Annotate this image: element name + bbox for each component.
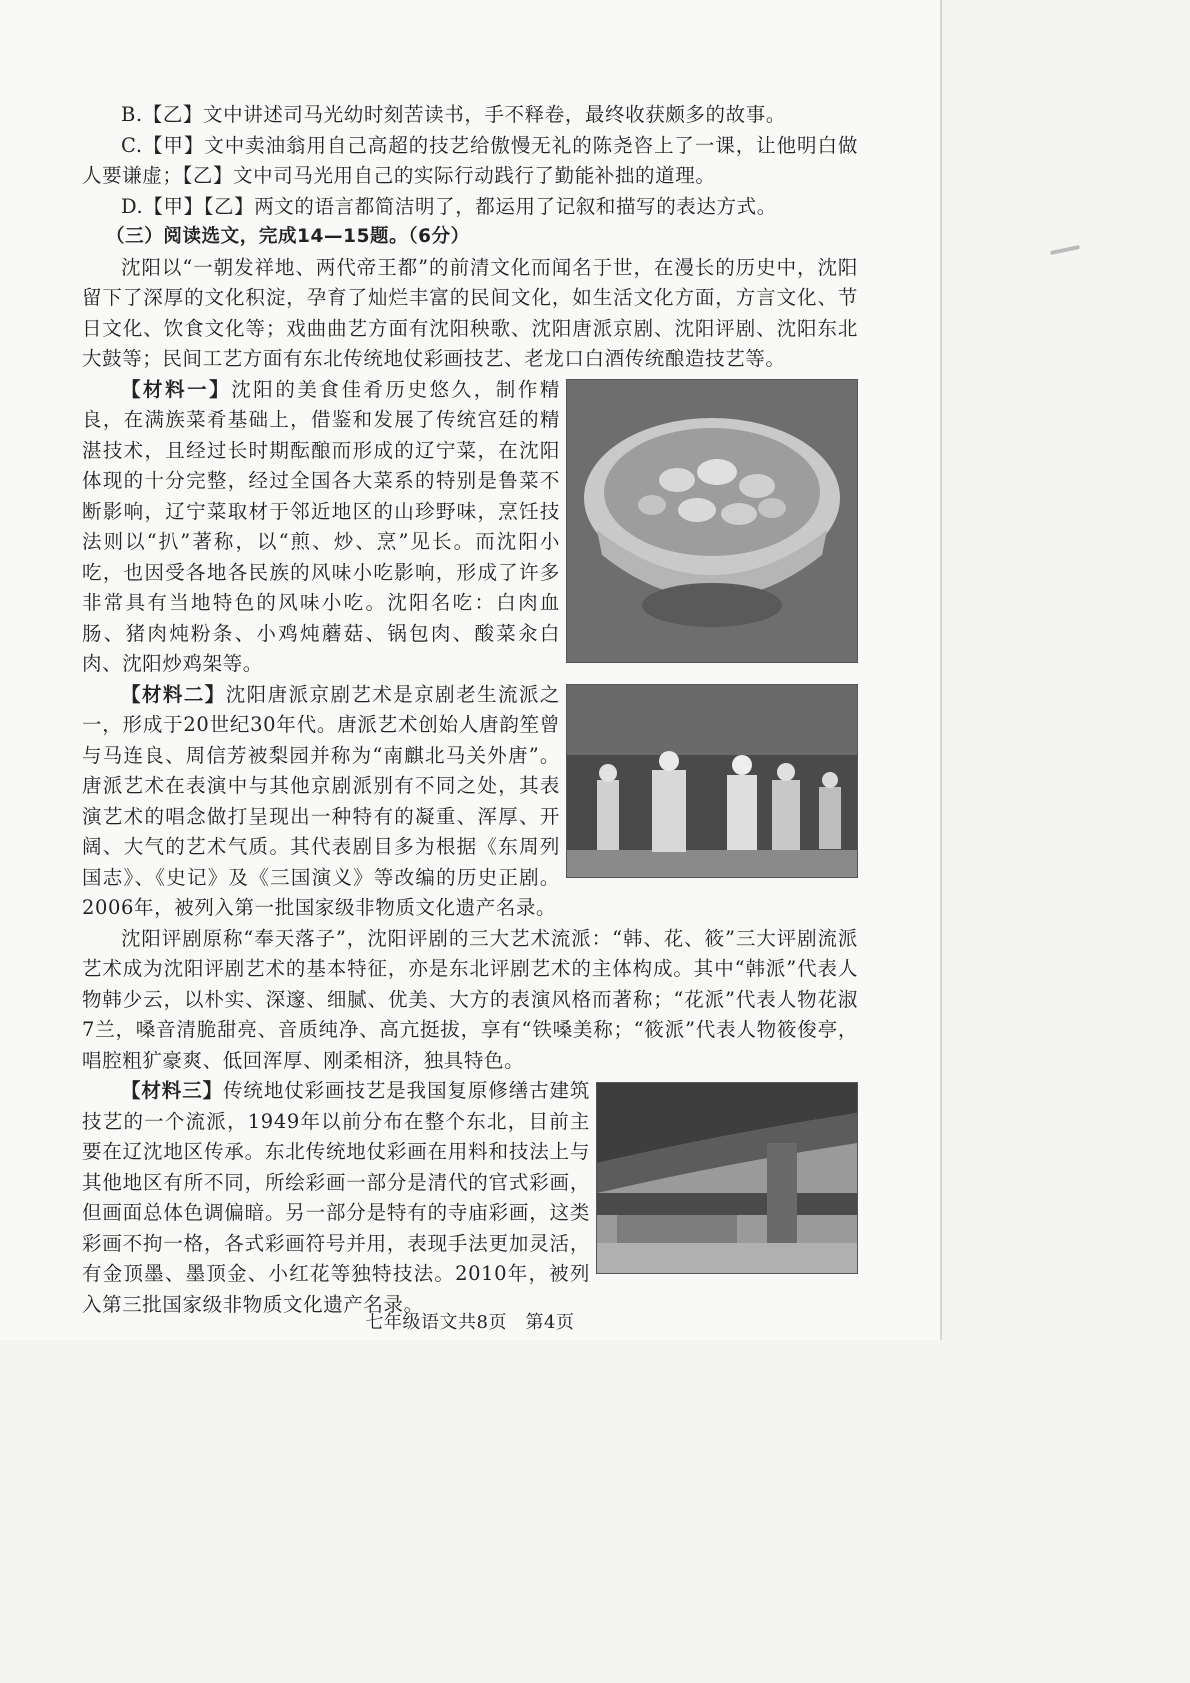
dish-photo xyxy=(566,379,858,663)
dish-illustration xyxy=(567,380,857,662)
section-intro: 沈阳以“一朝发祥地、两代帝王都”的前清文化而闻名于世，在漫长的历史中，沈阳留下了深厚的文化积淀，孕育了灿烂丰富的民间文化，如生活文化方面，方言文化、节日文化、饮食文化等；戏曲曲艺方面有沈阳秧歌、沈阳唐派京剧、沈阳评剧、沈阳东北大鼓等；民间工艺方面有东北传统地仗彩画技艺、老龙口白酒传统酿造技艺等。 xyxy=(82,255,858,370)
section-heading: （三）阅读选文，完成14—15题。（6分） xyxy=(106,226,470,247)
material-three-text: 传统地仗彩画技艺是我国复原修缮古建筑技艺的一个流派，1949年以前分布在整个东北，目前主要在辽沈地区传承。东北传统地仗彩画在用料和技法上与其他地区有所不同，所绘彩画一部分是清代的官式彩画，但画面总体色调偏暗。另一部分是特有的寺庙彩画，这类彩画不拘一格，各式彩画符号并用，表现手法更加灵活，有金顶墨、墨顶金、小红花等独特技法。2010年，被列入第三批国家级非物质文化遗产名录。 xyxy=(82,1079,590,1316)
option-b: B.【乙】文中讲述司马光幼时刻苦读书，手不释卷，最终收获颇多的故事。 xyxy=(121,103,786,126)
opera-photo xyxy=(566,684,858,878)
page-content xyxy=(82,100,858,1320)
material-two-block xyxy=(82,680,858,924)
pingju-paragraph: 沈阳评剧原称“奉天落子”，沈阳评剧的三大艺术流派：“韩、花、筱”三大评剧流派艺术成为沈阳评剧艺术的基本特征，亦是东北评剧艺术的主体构成。其中“韩派”代表人物韩少云，以朴实、深邃、细腻、优美、大方的表演风格而著称；“花派”代表人物花淑7兰，嗓音清脆甜亮、音质纯净、高亢挺拔，享有“铁嗓美称；“筱派”代表人物筱俊亭，唱腔粗犷豪爽、低回浑厚、刚柔相济，独具特色。 xyxy=(82,926,858,1072)
material-two-label: 【材料二】 xyxy=(121,682,226,706)
material-one-block xyxy=(82,375,858,680)
material-three-label: 【材料三】 xyxy=(121,1079,224,1102)
page-edge xyxy=(940,0,942,1340)
material-one-label: 【材料一】 xyxy=(121,377,232,401)
material-three-block xyxy=(82,1076,858,1320)
option-c: C.【甲】文中卖油翁用自己高超的技艺给傲慢无礼的陈尧咨上了一课，让他明白做人要谦虚；【乙】文中司马光用自己的实际行动践行了勤能补拙的道理。 xyxy=(82,133,858,187)
scan-mark xyxy=(1050,245,1080,255)
material-two-text: 沈阳唐派京剧艺术是京剧老生流派之一，形成于20世纪30年代。唐派艺术创始人唐韵笙曾与马连良、周信芳被梨园并称为“南麒北马关外唐”。唐派艺术在表演中与其他京剧派别有不同之处，其表演艺术的唱念做打呈现出一种特有的凝重、浑厚、开阔、大气的艺术气质。其代表剧目多为根据《东周列国志》、《史记》及《三国演义》等改编的历史正剧。2006年，被列入第一批国家级非物质文化遗产名录。 xyxy=(82,682,560,919)
option-d: D.【甲】【乙】两文的语言都简洁明了，都运用了记叙和描写的表达方式。 xyxy=(121,194,777,218)
material-one-text: 沈阳的美食佳肴历史悠久，制作精良，在满族菜肴基础上，借鉴和发展了传统宫廷的精湛技术，且经过长时期酝酿而形成的辽宁菜，在沈阳体现的十分完整，经过全国各大菜系的特别是鲁菜不断影响，辽宁菜取材于邻近地区的山珍野味，烹饪技法则以“扒”著称，以“煎、炒、烹”见长。而沈阳小吃，也因受各地各民族的风味小吃影响，形成了许多非常具有当地特色的风味小吃。沈阳名吃：白肉血肠、猪肉炖粉条、小鸡炖蘑菇、锅包肉、酸菜汆白肉、沈阳炒鸡架等。 xyxy=(82,377,560,675)
architecture-illustration xyxy=(597,1083,857,1273)
painted-eaves-photo xyxy=(596,1082,858,1274)
page-footer: 七年级语文共8页 第4页 xyxy=(365,1312,575,1333)
opera-illustration xyxy=(567,685,857,877)
